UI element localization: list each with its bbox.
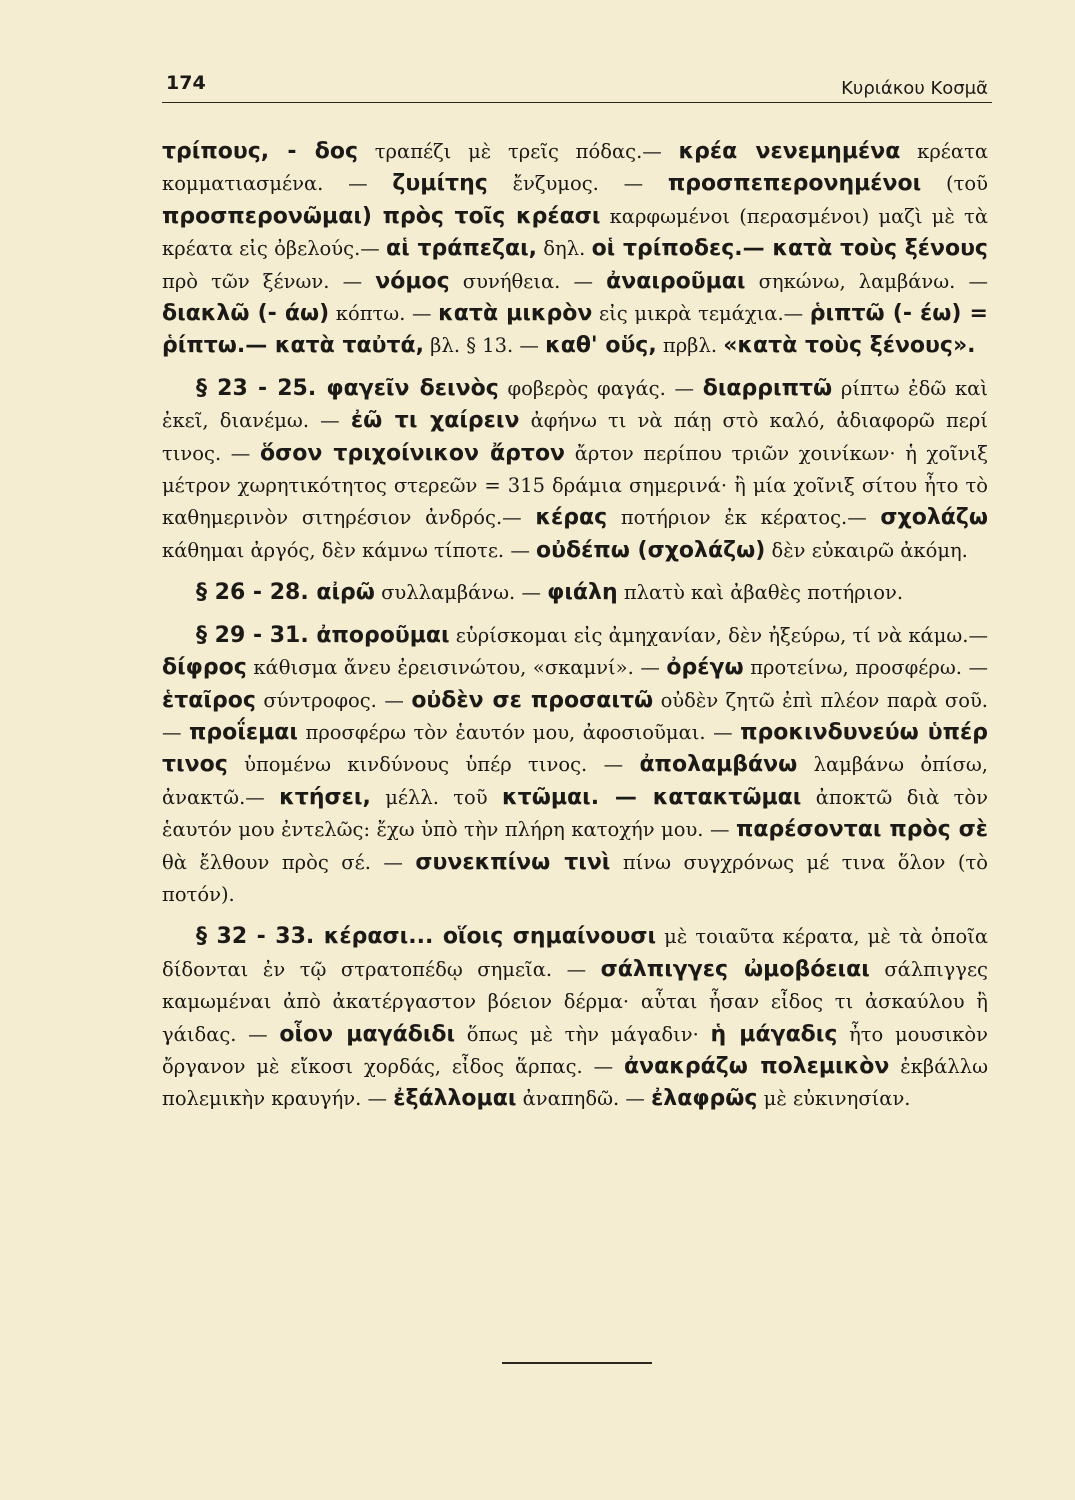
gloss: προτείνω, προσφέρω. — xyxy=(743,656,988,680)
gloss: ποτήριον ἐκ κέρατος.— xyxy=(607,506,881,530)
lemma: προΐεμαι xyxy=(189,719,298,745)
gloss: συνήθεια. — xyxy=(449,269,607,293)
header-rule xyxy=(162,102,992,103)
gloss: ἔνζυμος. — xyxy=(487,172,668,196)
lemma: ἑταῖρος xyxy=(162,687,256,713)
gloss: δὲν εὐκαιρῶ ἀκόμη. xyxy=(765,538,968,562)
lemma: ἀνακράζω πολεμικὸν xyxy=(624,1053,890,1079)
lemma: κτήσει, xyxy=(279,784,371,810)
lemma: σχολάζω xyxy=(880,505,988,531)
lemma: ἐξάλλομαι xyxy=(393,1086,517,1112)
paragraph xyxy=(162,921,988,1115)
lemma: ἐλαφρῶς xyxy=(651,1086,758,1112)
lemma: § 32 - 33. κέρασι... οἵοις σημαίνουσι xyxy=(196,924,657,950)
paragraph xyxy=(162,373,988,567)
gloss: ἄρτον περίπου τριῶν χοινίκων· ἡ χοῖνιξ μέτρον χωρητικότητος στερεῶν = 315 δράμια σημερινά· ἢ μία χοῖνιξ σίτου ἦτο τὸ καθημερινὸν σιτηρέσιον ἀνδρός.— xyxy=(162,441,989,530)
body-text xyxy=(162,136,988,1126)
gloss: ἐκβάλλω πολεμικὴν κραυγήν. — xyxy=(162,1054,988,1111)
gloss: φοβερὸς φαγάς. — xyxy=(498,376,703,400)
paragraph xyxy=(162,136,988,363)
gloss: πλατὺ καὶ ἀβαθὲς ποτήριον. xyxy=(617,581,904,605)
gloss: εὑρίσκομαι εἰς ἀμηχανίαν, δὲν ἠξεύρω, τί νὰ κάμω.— xyxy=(449,623,988,647)
lemma: φιάλη xyxy=(547,580,618,606)
gloss: λαμβάνω ὀπίσω, ἀνακτῶ.— xyxy=(162,753,989,809)
lemma: § 23 - 25. φαγεῖν δεινὸς xyxy=(196,375,499,401)
lemma: οὐδὲν σε προσαιτῶ xyxy=(411,687,654,713)
lemma: προκινδυνεύω ὑπέρ τινος xyxy=(162,719,989,778)
gloss: κρέατα κομματιασμένα. — xyxy=(162,140,989,196)
lemma: προσπερονῶμαι) πρὸς τοῖς κρέασι xyxy=(162,203,601,229)
lemma: αἱ τράπεζαι, xyxy=(386,236,538,262)
lemma: διαρριπτῶ xyxy=(702,375,833,401)
gloss: ρίπτω ἐδῶ καὶ ἐκεῖ, διανέμω. — xyxy=(162,376,988,433)
lemma: δίφρος xyxy=(162,655,247,681)
gloss: εἰς μικρὰ τεμάχια.— xyxy=(592,302,810,326)
gloss: πίνω συγχρόνως μέ τινα ὅλον (τὸ ποτόν). xyxy=(162,850,989,906)
lemma: κρέα νενεμημένα xyxy=(678,139,901,164)
gloss: ἀναπηδῶ. — xyxy=(516,1087,652,1111)
lemma: κτῶμαι. — κατακτῶμαι xyxy=(502,784,802,810)
running-head: Κυριάκου Κοσμᾶ xyxy=(841,78,988,99)
gloss: ὅπως μὲ τὴν μάγαδιν· xyxy=(455,1022,711,1046)
gloss: μὲ εὐκινησίαν. xyxy=(757,1087,911,1111)
gloss: κόπτω. — xyxy=(329,302,439,326)
lemma: ὅσον τριχοίνικον ἄρτον xyxy=(259,440,566,466)
lemma: συνεκπίνω τινὶ xyxy=(415,849,611,875)
gloss: συλλαμβάνω. — xyxy=(374,581,548,605)
lemma: ὀρέγω xyxy=(666,655,744,681)
lemma: κέρας xyxy=(535,505,608,531)
lemma: ἡ μάγαδις xyxy=(710,1021,838,1047)
lemma: § 26 - 28. αἰρῶ xyxy=(196,580,375,606)
gloss: κάθημαι ἀργός, δὲν κάμνω τίποτε. — xyxy=(162,538,537,562)
page-number: 174 xyxy=(166,72,206,94)
lemma: διακλῶ (- άω) xyxy=(162,301,330,327)
paragraph xyxy=(162,620,988,912)
paragraph xyxy=(162,577,988,609)
lemma: σάλπιγγες ὠμοβόειαι xyxy=(600,956,870,982)
lemma: οὐδέπω (σχολάζω) xyxy=(536,537,766,563)
gloss: καρφωμένοι (περασμένοι) μαζὶ μὲ τὰ κρέατα εἰς ὀβελούς.— xyxy=(162,204,988,261)
lemma: κατὰ μικρὸν xyxy=(438,301,593,327)
gloss: σύντροφος. — xyxy=(255,688,412,712)
gloss: θὰ ἔλθουν πρὸς σέ. — xyxy=(162,850,416,874)
end-rule xyxy=(502,1362,652,1364)
gloss: τραπέζι μὲ τρεῖς πόδας.— xyxy=(358,140,679,163)
lemma: νόμος xyxy=(375,268,450,294)
lemma: παρέσονται πρὸς σὲ xyxy=(735,817,988,843)
gloss: ἀποκτῶ διὰ τὸν ἑαυτόν μου ἐντελῶς: ἔχω ὑπὸ τὴν πλήρη κατοχήν μου. — xyxy=(162,785,989,842)
gloss: μὲ τοιαῦτα κέρατα, μὲ τὰ ὁποῖα δίδονται ἐν τῷ στρατοπέδῳ σημεῖα. — xyxy=(162,925,989,981)
gloss: οὐδὲν ζητῶ ἐπὶ πλέον παρὰ σοῦ.— xyxy=(162,688,988,744)
lemma: καθ' οὕς, xyxy=(545,333,657,359)
lemma: ῥιπτῶ (- έω) = ῥίπτω.— κατὰ ταὐτά, xyxy=(162,301,988,359)
lemma: ζυμίτης xyxy=(392,171,488,197)
gloss: πρὸ τῶν ξένων. — xyxy=(162,269,376,293)
lemma: οἷον μαγάδιδι xyxy=(279,1021,456,1047)
gloss: δηλ. xyxy=(537,237,592,261)
gloss: κάθισμα ἄνευ ἐρεισινώτου, «σκαμνί». — xyxy=(246,656,667,680)
gloss: προσφέρω τὸν ἑαυτόν μου, ἀφοσιοῦμαι. — xyxy=(298,720,741,744)
lemma: ἀπολαμβάνω xyxy=(639,752,798,778)
lemma: οἱ τρίποδες.— κατὰ τοὺς ξένους xyxy=(591,236,988,262)
gloss: πρβλ. xyxy=(656,334,724,358)
lemma: τρίπους, - δος xyxy=(162,139,358,164)
gloss: βλ. § 13. — xyxy=(423,334,546,358)
lemma: § 29 - 31. ἀποροῦμαι xyxy=(196,622,450,648)
lemma: ἐῶ τι χαίρειν xyxy=(350,408,520,434)
gloss: μέλλ. τοῦ xyxy=(370,785,503,809)
gloss: ὑπομένω κινδύνους ὑπέρ τινος. — xyxy=(227,753,640,777)
lemma: ἀναιροῦμαι xyxy=(606,268,746,294)
gloss: ἦτο μουσικὸν ὄργανον μὲ εἴκοσι χορδάς, εἶδος ἅρπας. — xyxy=(162,1022,988,1078)
lemma: προσπεπερονημένοι xyxy=(667,171,922,197)
gloss: ἀφήνω τι νὰ πάῃ στὸ καλό, ἀδιαφορῶ περί τινος. — xyxy=(162,409,988,465)
gloss: σάλπιγγες καμωμέναι ἀπὸ ἀκατέργαστον βόειον δέρμα· αὗται ἦσαν εἶδος τι ἀσκαύλου ἢ γάιδας. — xyxy=(162,957,988,1046)
gloss: σηκώνω, λαμβάνω. — xyxy=(745,269,989,293)
lemma: «κατὰ τοὺς ξένους». xyxy=(723,333,976,359)
gloss: (τοῦ xyxy=(921,172,988,196)
